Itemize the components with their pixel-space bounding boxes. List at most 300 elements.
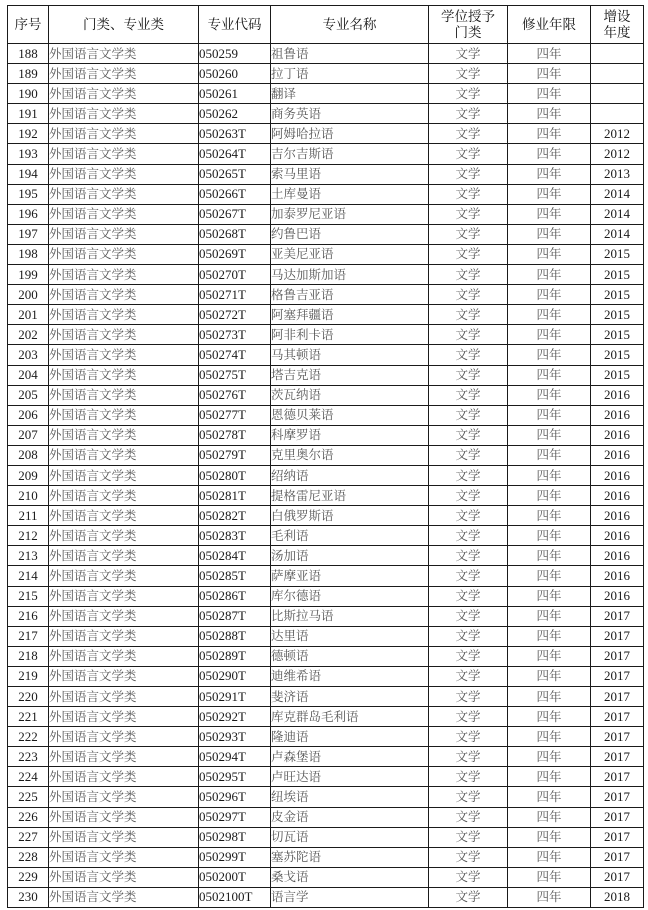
cell-degree: 文学 xyxy=(429,506,508,526)
cell-seq: 213 xyxy=(8,546,49,566)
table-row xyxy=(8,827,644,847)
cell-category: 外国语言文学类 xyxy=(49,44,199,64)
cell-year xyxy=(591,84,644,104)
cell-duration: 四年 xyxy=(508,244,591,264)
cell-seq: 202 xyxy=(8,325,49,345)
cell-year: 2017 xyxy=(591,606,644,626)
table-row xyxy=(8,506,644,526)
cell-category: 外国语言文学类 xyxy=(49,104,199,124)
table-row xyxy=(8,305,644,325)
cell-code: 050276T xyxy=(199,385,271,405)
cell-seq: 195 xyxy=(8,184,49,204)
cell-duration: 四年 xyxy=(508,526,591,546)
cell-degree: 文学 xyxy=(429,305,508,325)
header-duration: 修业年限 xyxy=(508,6,591,44)
cell-degree: 文学 xyxy=(429,747,508,767)
table-row xyxy=(8,707,644,727)
cell-seq: 192 xyxy=(8,124,49,144)
cell-name: 卢旺达语 xyxy=(271,767,429,787)
cell-degree: 文学 xyxy=(429,425,508,445)
cell-duration: 四年 xyxy=(508,787,591,807)
table-row xyxy=(8,666,644,686)
cell-degree: 文学 xyxy=(429,847,508,867)
cell-name: 亚美尼亚语 xyxy=(271,244,429,264)
table-row xyxy=(8,325,644,345)
cell-name: 克里奥尔语 xyxy=(271,445,429,465)
cell-seq: 226 xyxy=(8,807,49,827)
cell-degree: 文学 xyxy=(429,224,508,244)
cell-year: 2016 xyxy=(591,465,644,485)
cell-name: 约鲁巴语 xyxy=(271,224,429,244)
cell-category: 外国语言文学类 xyxy=(49,867,199,887)
cell-year: 2014 xyxy=(591,184,644,204)
cell-duration: 四年 xyxy=(508,164,591,184)
cell-seq: 215 xyxy=(8,586,49,606)
cell-category: 外国语言文学类 xyxy=(49,285,199,305)
header-category: 门类、专业类 xyxy=(49,6,199,44)
cell-name: 吉尔吉斯语 xyxy=(271,144,429,164)
table-row xyxy=(8,445,644,465)
cell-duration: 四年 xyxy=(508,807,591,827)
cell-seq: 211 xyxy=(8,506,49,526)
cell-year: 2015 xyxy=(591,325,644,345)
table-row xyxy=(8,626,644,646)
cell-seq: 223 xyxy=(8,747,49,767)
cell-name: 加泰罗尼亚语 xyxy=(271,204,429,224)
cell-code: 050259 xyxy=(199,44,271,64)
table-row xyxy=(8,164,644,184)
table-row xyxy=(8,224,644,244)
cell-year: 2017 xyxy=(591,767,644,787)
cell-name: 马其顿语 xyxy=(271,345,429,365)
cell-degree: 文学 xyxy=(429,244,508,264)
cell-year: 2012 xyxy=(591,144,644,164)
cell-year: 2016 xyxy=(591,586,644,606)
table-row xyxy=(8,546,644,566)
cell-category: 外国语言文学类 xyxy=(49,64,199,84)
cell-code: 050267T xyxy=(199,204,271,224)
cell-category: 外国语言文学类 xyxy=(49,345,199,365)
table-row xyxy=(8,204,644,224)
cell-degree: 文学 xyxy=(429,707,508,727)
cell-year: 2015 xyxy=(591,285,644,305)
cell-degree: 文学 xyxy=(429,887,508,907)
cell-code: 050200T xyxy=(199,867,271,887)
cell-duration: 四年 xyxy=(508,184,591,204)
cell-degree: 文学 xyxy=(429,365,508,385)
cell-code: 050298T xyxy=(199,827,271,847)
cell-code: 050266T xyxy=(199,184,271,204)
table-row xyxy=(8,265,644,285)
cell-code: 0502100T xyxy=(199,887,271,907)
cell-degree: 文学 xyxy=(429,807,508,827)
cell-code: 050278T xyxy=(199,425,271,445)
cell-code: 050288T xyxy=(199,626,271,646)
cell-code: 050260 xyxy=(199,64,271,84)
cell-duration: 四年 xyxy=(508,586,591,606)
cell-name: 斐济语 xyxy=(271,687,429,707)
cell-category: 外国语言文学类 xyxy=(49,887,199,907)
cell-code: 050272T xyxy=(199,305,271,325)
cell-code: 050264T xyxy=(199,144,271,164)
header-row xyxy=(8,6,644,44)
cell-name: 库尔德语 xyxy=(271,586,429,606)
table-row xyxy=(8,285,644,305)
cell-year: 2017 xyxy=(591,847,644,867)
cell-name: 毛利语 xyxy=(271,526,429,546)
cell-name: 恩德贝莱语 xyxy=(271,405,429,425)
cell-category: 外国语言文学类 xyxy=(49,666,199,686)
cell-duration: 四年 xyxy=(508,385,591,405)
table-row xyxy=(8,606,644,626)
cell-code: 050261 xyxy=(199,84,271,104)
cell-name: 隆迪语 xyxy=(271,727,429,747)
cell-year: 2016 xyxy=(591,546,644,566)
cell-category: 外国语言文学类 xyxy=(49,727,199,747)
cell-seq: 205 xyxy=(8,385,49,405)
header-code: 专业代码 xyxy=(199,6,271,44)
cell-seq: 203 xyxy=(8,345,49,365)
cell-category: 外国语言文学类 xyxy=(49,847,199,867)
cell-category: 外国语言文学类 xyxy=(49,84,199,104)
cell-duration: 四年 xyxy=(508,646,591,666)
cell-category: 外国语言文学类 xyxy=(49,566,199,586)
header-name: 专业名称 xyxy=(271,6,429,44)
cell-code: 050273T xyxy=(199,325,271,345)
cell-year: 2018 xyxy=(591,887,644,907)
cell-code: 050285T xyxy=(199,566,271,586)
cell-duration: 四年 xyxy=(508,144,591,164)
table-row xyxy=(8,425,644,445)
cell-code: 050296T xyxy=(199,787,271,807)
cell-year: 2017 xyxy=(591,666,644,686)
cell-year: 2013 xyxy=(591,164,644,184)
cell-name: 绍纳语 xyxy=(271,465,429,485)
cell-year: 2015 xyxy=(591,244,644,264)
cell-name: 祖鲁语 xyxy=(271,44,429,64)
cell-degree: 文学 xyxy=(429,465,508,485)
cell-seq: 222 xyxy=(8,727,49,747)
cell-seq: 204 xyxy=(8,365,49,385)
cell-category: 外国语言文学类 xyxy=(49,164,199,184)
cell-year xyxy=(591,64,644,84)
cell-year: 2016 xyxy=(591,405,644,425)
cell-duration: 四年 xyxy=(508,405,591,425)
table-row xyxy=(8,687,644,707)
cell-degree: 文学 xyxy=(429,285,508,305)
cell-code: 050270T xyxy=(199,265,271,285)
cell-code: 050294T xyxy=(199,747,271,767)
cell-duration: 四年 xyxy=(508,64,591,84)
cell-code: 050280T xyxy=(199,465,271,485)
cell-seq: 228 xyxy=(8,847,49,867)
cell-code: 050295T xyxy=(199,767,271,787)
cell-category: 外国语言文学类 xyxy=(49,405,199,425)
cell-duration: 四年 xyxy=(508,44,591,64)
cell-category: 外国语言文学类 xyxy=(49,626,199,646)
cell-code: 050269T xyxy=(199,244,271,264)
cell-name: 阿非利卡语 xyxy=(271,325,429,345)
cell-code: 050265T xyxy=(199,164,271,184)
cell-year: 2014 xyxy=(591,224,644,244)
cell-seq: 220 xyxy=(8,687,49,707)
cell-code: 050263T xyxy=(199,124,271,144)
cell-degree: 文学 xyxy=(429,204,508,224)
table-row xyxy=(8,405,644,425)
cell-category: 外国语言文学类 xyxy=(49,144,199,164)
cell-category: 外国语言文学类 xyxy=(49,707,199,727)
cell-code: 050290T xyxy=(199,666,271,686)
table-row xyxy=(8,887,644,907)
cell-year: 2016 xyxy=(591,486,644,506)
cell-code: 050275T xyxy=(199,365,271,385)
cell-category: 外国语言文学类 xyxy=(49,445,199,465)
cell-name: 白俄罗斯语 xyxy=(271,506,429,526)
cell-category: 外国语言文学类 xyxy=(49,224,199,244)
cell-name: 迪维希语 xyxy=(271,666,429,686)
cell-seq: 193 xyxy=(8,144,49,164)
cell-seq: 194 xyxy=(8,164,49,184)
cell-degree: 文学 xyxy=(429,104,508,124)
cell-seq: 224 xyxy=(8,767,49,787)
cell-year xyxy=(591,104,644,124)
cell-name: 塞苏陀语 xyxy=(271,847,429,867)
cell-duration: 四年 xyxy=(508,345,591,365)
cell-name: 语言学 xyxy=(271,887,429,907)
table-row xyxy=(8,787,644,807)
cell-name: 商务英语 xyxy=(271,104,429,124)
cell-degree: 文学 xyxy=(429,265,508,285)
cell-seq: 208 xyxy=(8,445,49,465)
cell-duration: 四年 xyxy=(508,325,591,345)
cell-seq: 201 xyxy=(8,305,49,325)
cell-category: 外国语言文学类 xyxy=(49,425,199,445)
cell-seq: 198 xyxy=(8,244,49,264)
cell-category: 外国语言文学类 xyxy=(49,506,199,526)
cell-name: 卢森堡语 xyxy=(271,747,429,767)
cell-name: 皮金语 xyxy=(271,807,429,827)
cell-degree: 文学 xyxy=(429,64,508,84)
cell-name: 桑戈语 xyxy=(271,867,429,887)
cell-degree: 文学 xyxy=(429,727,508,747)
cell-degree: 文学 xyxy=(429,787,508,807)
cell-year: 2016 xyxy=(591,425,644,445)
cell-name: 茨瓦纳语 xyxy=(271,385,429,405)
cell-seq: 199 xyxy=(8,265,49,285)
cell-year: 2017 xyxy=(591,687,644,707)
cell-name: 格鲁吉亚语 xyxy=(271,285,429,305)
cell-year: 2017 xyxy=(591,787,644,807)
cell-category: 外国语言文学类 xyxy=(49,787,199,807)
cell-year: 2015 xyxy=(591,365,644,385)
cell-duration: 四年 xyxy=(508,727,591,747)
cell-duration: 四年 xyxy=(508,84,591,104)
cell-year: 2016 xyxy=(591,526,644,546)
cell-category: 外国语言文学类 xyxy=(49,265,199,285)
cell-degree: 文学 xyxy=(429,144,508,164)
cell-duration: 四年 xyxy=(508,566,591,586)
cell-seq: 191 xyxy=(8,104,49,124)
cell-year: 2017 xyxy=(591,827,644,847)
table-row xyxy=(8,84,644,104)
cell-name: 提格雷尼亚语 xyxy=(271,486,429,506)
cell-name: 索马里语 xyxy=(271,164,429,184)
cell-degree: 文学 xyxy=(429,385,508,405)
cell-name: 塔吉克语 xyxy=(271,365,429,385)
cell-code: 050292T xyxy=(199,707,271,727)
cell-duration: 四年 xyxy=(508,747,591,767)
cell-category: 外国语言文学类 xyxy=(49,606,199,626)
cell-degree: 文学 xyxy=(429,445,508,465)
cell-year: 2016 xyxy=(591,506,644,526)
cell-degree: 文学 xyxy=(429,666,508,686)
cell-degree: 文学 xyxy=(429,325,508,345)
cell-name: 库克群岛毛利语 xyxy=(271,707,429,727)
cell-year xyxy=(591,44,644,64)
cell-duration: 四年 xyxy=(508,285,591,305)
table-row xyxy=(8,767,644,787)
cell-name: 翻译 xyxy=(271,84,429,104)
cell-degree: 文学 xyxy=(429,867,508,887)
cell-duration: 四年 xyxy=(508,425,591,445)
cell-degree: 文学 xyxy=(429,164,508,184)
cell-category: 外国语言文学类 xyxy=(49,365,199,385)
cell-year: 2017 xyxy=(591,867,644,887)
cell-name: 马达加斯加语 xyxy=(271,265,429,285)
table-row xyxy=(8,385,644,405)
cell-name: 切瓦语 xyxy=(271,827,429,847)
cell-category: 外国语言文学类 xyxy=(49,385,199,405)
cell-seq: 212 xyxy=(8,526,49,546)
cell-category: 外国语言文学类 xyxy=(49,747,199,767)
cell-category: 外国语言文学类 xyxy=(49,244,199,264)
cell-duration: 四年 xyxy=(508,265,591,285)
cell-category: 外国语言文学类 xyxy=(49,486,199,506)
table-row xyxy=(8,646,644,666)
cell-degree: 文学 xyxy=(429,526,508,546)
cell-code: 050286T xyxy=(199,586,271,606)
cell-category: 外国语言文学类 xyxy=(49,807,199,827)
cell-code: 050289T xyxy=(199,646,271,666)
cell-category: 外国语言文学类 xyxy=(49,124,199,144)
cell-duration: 四年 xyxy=(508,847,591,867)
cell-seq: 227 xyxy=(8,827,49,847)
cell-degree: 文学 xyxy=(429,124,508,144)
cell-name: 汤加语 xyxy=(271,546,429,566)
cell-year: 2014 xyxy=(591,204,644,224)
cell-seq: 219 xyxy=(8,666,49,686)
cell-year: 2015 xyxy=(591,305,644,325)
cell-code: 050281T xyxy=(199,486,271,506)
cell-name: 达里语 xyxy=(271,626,429,646)
cell-name: 阿姆哈拉语 xyxy=(271,124,429,144)
cell-duration: 四年 xyxy=(508,486,591,506)
cell-duration: 四年 xyxy=(508,124,591,144)
cell-category: 外国语言文学类 xyxy=(49,767,199,787)
cell-seq: 209 xyxy=(8,465,49,485)
table-row xyxy=(8,44,644,64)
cell-degree: 文学 xyxy=(429,687,508,707)
major-catalog-table xyxy=(7,5,644,908)
cell-category: 外国语言文学类 xyxy=(49,827,199,847)
cell-year: 2016 xyxy=(591,385,644,405)
header-degree: 学位授予 门类 xyxy=(429,6,508,44)
cell-name: 阿塞拜疆语 xyxy=(271,305,429,325)
cell-name: 拉丁语 xyxy=(271,64,429,84)
cell-code: 050271T xyxy=(199,285,271,305)
cell-seq: 225 xyxy=(8,787,49,807)
cell-degree: 文学 xyxy=(429,546,508,566)
cell-duration: 四年 xyxy=(508,867,591,887)
cell-year: 2017 xyxy=(591,707,644,727)
cell-duration: 四年 xyxy=(508,305,591,325)
cell-degree: 文学 xyxy=(429,646,508,666)
cell-year: 2017 xyxy=(591,626,644,646)
cell-code: 050262 xyxy=(199,104,271,124)
cell-name: 土库曼语 xyxy=(271,184,429,204)
cell-seq: 206 xyxy=(8,405,49,425)
table-row xyxy=(8,345,644,365)
cell-code: 050291T xyxy=(199,687,271,707)
cell-degree: 文学 xyxy=(429,486,508,506)
cell-code: 050268T xyxy=(199,224,271,244)
cell-duration: 四年 xyxy=(508,887,591,907)
cell-degree: 文学 xyxy=(429,626,508,646)
cell-duration: 四年 xyxy=(508,666,591,686)
cell-duration: 四年 xyxy=(508,707,591,727)
cell-seq: 214 xyxy=(8,566,49,586)
cell-code: 050274T xyxy=(199,345,271,365)
cell-seq: 217 xyxy=(8,626,49,646)
cell-category: 外国语言文学类 xyxy=(49,586,199,606)
cell-duration: 四年 xyxy=(508,224,591,244)
cell-year: 2017 xyxy=(591,807,644,827)
cell-degree: 文学 xyxy=(429,84,508,104)
table-header xyxy=(8,6,644,44)
table-row xyxy=(8,586,644,606)
table-row xyxy=(8,747,644,767)
cell-category: 外国语言文学类 xyxy=(49,204,199,224)
cell-category: 外国语言文学类 xyxy=(49,184,199,204)
cell-category: 外国语言文学类 xyxy=(49,305,199,325)
cell-code: 050279T xyxy=(199,445,271,465)
cell-degree: 文学 xyxy=(429,586,508,606)
cell-code: 050277T xyxy=(199,405,271,425)
cell-code: 050282T xyxy=(199,506,271,526)
cell-category: 外国语言文学类 xyxy=(49,526,199,546)
table-row xyxy=(8,526,644,546)
cell-year: 2017 xyxy=(591,727,644,747)
table-row xyxy=(8,566,644,586)
cell-degree: 文学 xyxy=(429,606,508,626)
cell-name: 萨摩亚语 xyxy=(271,566,429,586)
cell-name: 纽埃语 xyxy=(271,787,429,807)
cell-duration: 四年 xyxy=(508,445,591,465)
cell-duration: 四年 xyxy=(508,546,591,566)
cell-seq: 190 xyxy=(8,84,49,104)
cell-degree: 文学 xyxy=(429,827,508,847)
cell-name: 比斯拉马语 xyxy=(271,606,429,626)
cell-name: 科摩罗语 xyxy=(271,425,429,445)
cell-seq: 207 xyxy=(8,425,49,445)
cell-category: 外国语言文学类 xyxy=(49,687,199,707)
cell-name: 德顿语 xyxy=(271,646,429,666)
cell-code: 050283T xyxy=(199,526,271,546)
header-seq: 序号 xyxy=(8,6,49,44)
table-row xyxy=(8,465,644,485)
table-row xyxy=(8,486,644,506)
table-row xyxy=(8,104,644,124)
